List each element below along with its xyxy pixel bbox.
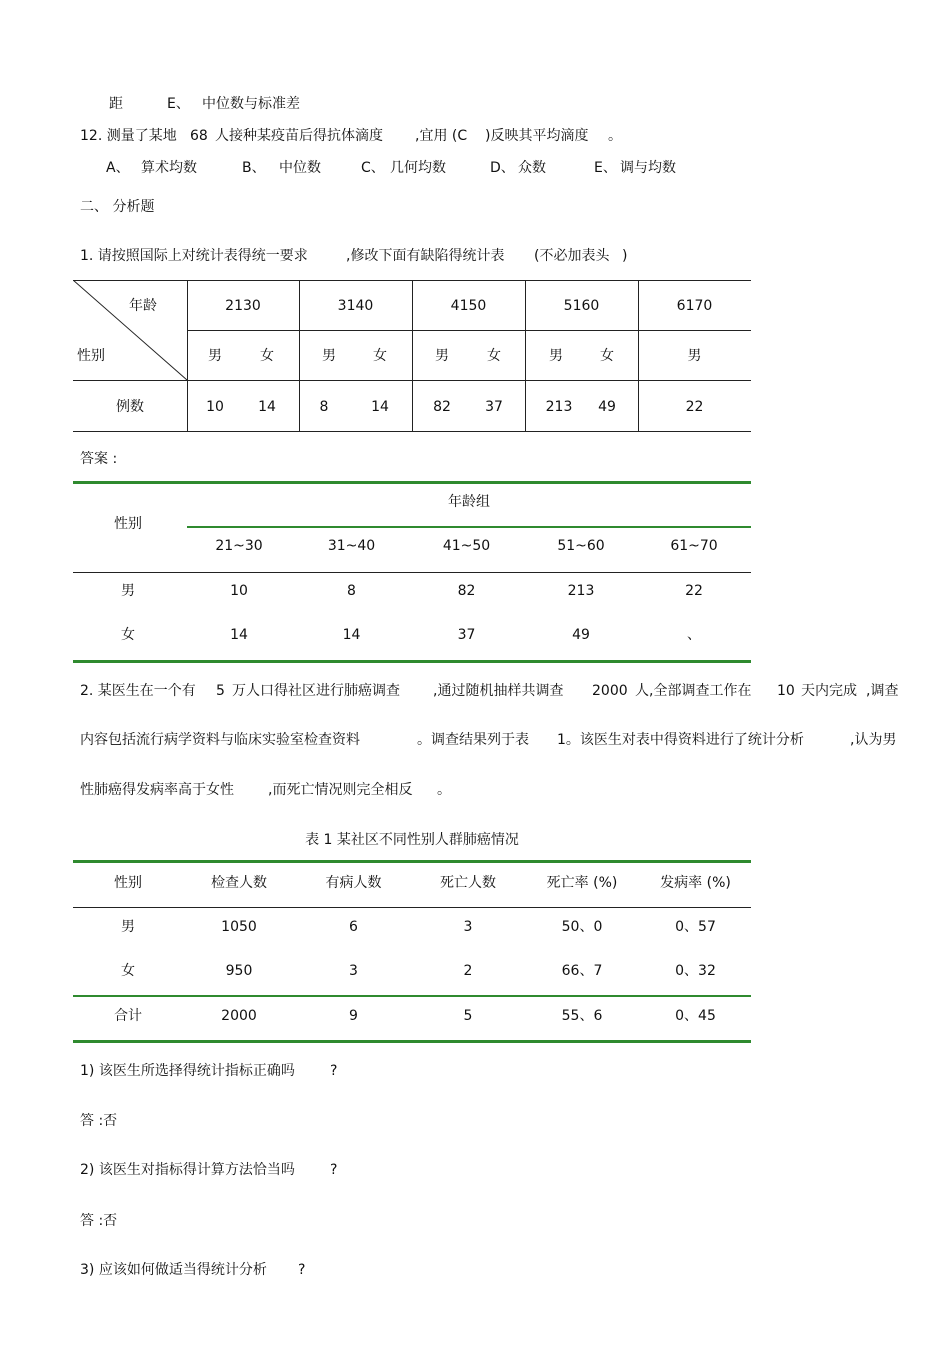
column-header: 死亡人数 <box>440 875 496 891</box>
answer-fragment: 距 <box>109 96 123 112</box>
problem-1-text: (不必加表头 <box>534 248 610 264</box>
problem-1-text: 1. 请按照国际上对统计表得统一要求 <box>80 248 308 264</box>
table-cell: 0、32 <box>675 963 716 979</box>
answer-1: 答 :否 <box>80 1113 118 1129</box>
question-12-suffix: )反映其平均滴度 <box>485 128 589 144</box>
total-row-rule <box>73 995 751 997</box>
table-cell: 37 <box>457 627 476 643</box>
table-cell: 50、0 <box>561 919 603 935</box>
table-cell: 9 <box>349 1008 358 1024</box>
age-group-header: 2130 <box>225 298 261 314</box>
sex-header-male: 男 <box>322 348 336 364</box>
age-group-column-header: 21~30 <box>215 538 263 554</box>
problem-2-text: ,认为男 <box>850 732 897 748</box>
problem-2-text: 1。该医生对表中得资料进行了统计分析 <box>557 732 804 748</box>
table-cell: 2 <box>463 963 473 979</box>
option-a-text: 算术均数 <box>141 160 197 176</box>
problem-2-text: ,而死亡情况则完全相反 <box>268 782 413 798</box>
answer-2: 答 :否 <box>80 1213 118 1229</box>
table-cell: 950 <box>225 963 253 979</box>
table-cell: 0、45 <box>675 1008 716 1024</box>
question-mark: ? <box>298 1262 306 1278</box>
count-cell: 213 <box>545 399 573 415</box>
problem-2-text: 10 <box>777 683 795 699</box>
table-cell: 3 <box>349 963 358 979</box>
problem-2-text: ,通过随机抽样共调查 <box>433 683 564 699</box>
problem-2-text: 万人口得社区进行肺癌调查 <box>232 683 400 699</box>
diagonal-header-line <box>73 280 188 381</box>
count-cell: 14 <box>371 399 389 415</box>
header-bottom-rule <box>73 572 751 573</box>
table-cell: 2000 <box>221 1008 257 1024</box>
sex-header-female: 女 <box>373 348 387 364</box>
option-d-label: D、 <box>490 160 515 176</box>
option-b-label: B、 <box>242 160 266 176</box>
defective-statistics-table <box>73 280 751 432</box>
question-1: 1) 该医生所选择得统计指标正确吗 <box>80 1063 295 1079</box>
question-3: 3) 应该如何做适当得统计分析 <box>80 1262 267 1278</box>
count-cell: 14 <box>258 399 276 415</box>
row-sex-female: 女 <box>121 627 135 643</box>
question-2: 2) 该医生对指标得计算方法恰当吗 <box>80 1162 295 1178</box>
table-cell: 22 <box>685 583 703 599</box>
table-cell: 82 <box>457 583 476 599</box>
age-group-column-header: 41~50 <box>442 538 491 554</box>
problem-2-text: 2000 <box>592 683 628 699</box>
table-cell: 14 <box>230 627 248 643</box>
sex-header-male: 男 <box>208 348 222 364</box>
problem-1-text: ) <box>622 248 628 264</box>
problem-2-text: ,调查 <box>866 683 899 699</box>
column-header: 死亡率 (%) <box>546 875 618 891</box>
column-header: 有病人数 <box>325 875 382 891</box>
table-cell: 10 <box>230 583 248 599</box>
table-cell: 213 <box>567 583 595 599</box>
count-cell: 49 <box>598 399 616 415</box>
header-bottom-rule <box>73 907 751 908</box>
problem-2-text: 2. 某医生在一个有 <box>80 683 196 699</box>
option-c-text: 几何均数 <box>390 160 446 176</box>
count-cell: 82 <box>433 399 451 415</box>
sex-header-female: 女 <box>260 348 274 364</box>
option-e-label: E、 <box>594 160 617 176</box>
problem-2-text: 。调查结果列于表 <box>417 732 529 748</box>
table-cell: 5 <box>463 1008 473 1024</box>
question-12-prefix: 12. 测量了某地 <box>80 128 177 144</box>
table-cell: 55、6 <box>561 1008 603 1024</box>
column-header: 发病率 (%) <box>660 875 731 891</box>
table-cell: 1050 <box>221 919 257 935</box>
problem-2-text: 性肺癌得发病率高于女性 <box>80 782 234 798</box>
option-label: E、 <box>167 96 190 112</box>
option-text: 中位数与标准差 <box>202 96 300 112</box>
age-group-header: 3140 <box>337 298 374 314</box>
table-caption: 表 1 某社区不同性别人群肺癌情况 <box>305 832 519 848</box>
row-label-count: 例数 <box>116 399 144 415</box>
row-sex-male: 男 <box>121 919 135 935</box>
problem-2-text: 5 <box>216 683 225 699</box>
problem-2-text: 内容包括流行病学资料与临床实验室检查资料 <box>80 732 360 748</box>
problem-2-text: 人,全部调查工作在 <box>635 683 752 699</box>
span-header-rule <box>187 526 751 528</box>
option-b-text: 中位数 <box>279 160 321 176</box>
age-group-column-header: 51~60 <box>557 538 605 554</box>
count-cell: 8 <box>319 399 329 415</box>
table-top-rule <box>73 481 751 484</box>
option-a-label: A、 <box>106 160 130 176</box>
count-cell: 10 <box>206 399 224 415</box>
stub-header-sex: 性别 <box>114 516 142 532</box>
age-group-header: 4150 <box>450 298 487 314</box>
table-cell: 66、7 <box>561 963 603 979</box>
corner-sex-label: 性别 <box>77 348 105 364</box>
question-12-mid: 人接种某疫苗后得抗体滴度 <box>215 128 383 144</box>
question-mark: ? <box>330 1063 338 1079</box>
row-total: 合计 <box>114 1008 142 1024</box>
age-group-header: 5160 <box>563 298 600 314</box>
question-mark: ? <box>330 1162 338 1178</box>
sex-header-female: 女 <box>600 348 614 364</box>
table-cell: 8 <box>347 583 356 599</box>
span-header-age-group: 年龄组 <box>448 494 490 510</box>
corner-age-label: 年龄 <box>129 298 157 314</box>
question-12-number: 68 <box>190 128 208 144</box>
problem-2-text: 。 <box>437 782 451 798</box>
sex-header-male: 男 <box>687 348 702 364</box>
answer-label: 答案 : <box>80 451 118 467</box>
table-bottom-rule <box>73 660 751 663</box>
option-e-text: 调与均数 <box>620 160 676 176</box>
table-bottom-rule <box>73 1040 751 1043</box>
age-group-header: 6170 <box>676 298 713 314</box>
question-12-answer: ,宜用 (C <box>415 128 468 144</box>
table-cell: 14 <box>342 627 361 643</box>
option-d-text: 众数 <box>518 160 546 176</box>
section-title: 二、 分析题 <box>80 199 155 215</box>
sex-header-male: 男 <box>435 348 449 364</box>
table-top-rule <box>73 860 751 863</box>
count-cell: 37 <box>485 399 503 415</box>
question-12-end: 。 <box>608 128 622 144</box>
count-cell: 22 <box>685 399 704 415</box>
option-c-label: C、 <box>361 160 385 176</box>
sex-header-male: 男 <box>549 348 563 364</box>
age-group-column-header: 31~40 <box>327 538 376 554</box>
row-sex-female: 女 <box>121 963 135 979</box>
table-cell: 3 <box>463 919 473 935</box>
table-cell: 6 <box>349 919 358 935</box>
problem-1-text: ,修改下面有缺陷得统计表 <box>346 248 505 264</box>
table-cell: 0、57 <box>675 919 716 935</box>
problem-2-text: 天内完成 <box>801 683 857 699</box>
sex-header-female: 女 <box>487 348 501 364</box>
table-cell: 、 <box>687 627 701 643</box>
column-header: 检查人数 <box>211 875 267 891</box>
age-group-column-header: 61~70 <box>670 538 718 554</box>
row-sex-male: 男 <box>121 583 135 599</box>
column-header: 性别 <box>114 875 142 891</box>
table-cell: 49 <box>572 627 590 643</box>
